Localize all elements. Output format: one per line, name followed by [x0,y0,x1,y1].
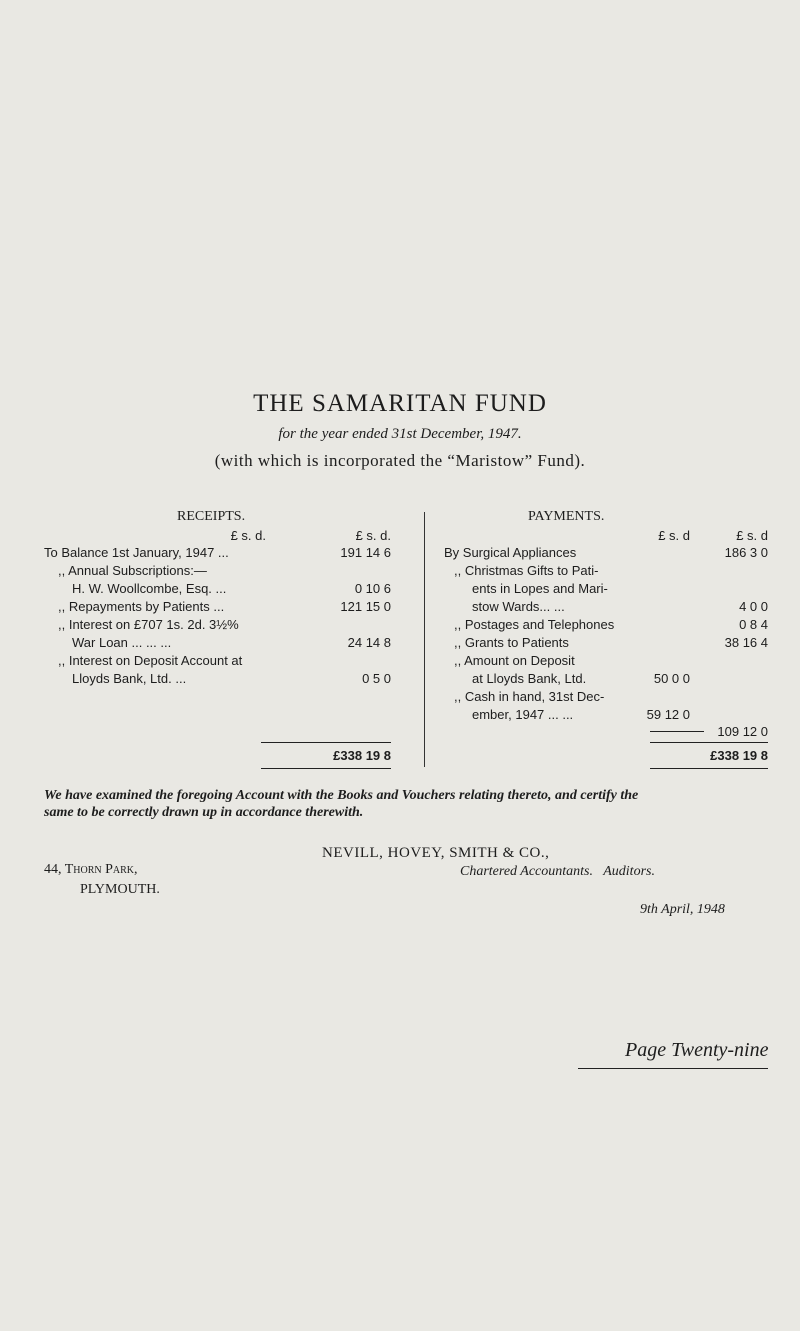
receipt-line: ,, Interest on £707 1s. 2d. 3½% [58,617,239,632]
receipt-amount: 24 14 8 [347,635,391,650]
column-divider [424,512,425,767]
receipts-total-rule-bottom [261,768,391,769]
receipt-line: ,, Repayments by Patients ... [58,599,225,614]
payments-total-rule-bottom [650,768,768,769]
receipts-title: RECEIPTS. [177,509,246,524]
receipt-line: ,, Interest on Deposit Account at [58,653,243,668]
receipt-line: ,, Annual Subscriptions:— [58,563,207,578]
payments-inner-col-header: £ s. d [658,528,690,543]
receipt-amount: 121 15 0 [340,599,391,614]
payment-amount: 38 16 4 [724,635,768,650]
receipt-line: War Loan ... ... ... [72,635,172,650]
document-note: (with which is incorporated the “Maristow” Fund). [214,451,586,470]
receipt-line: H. W. Woollcombe, Esq. ... [72,581,227,596]
payments-total: £338 19 8 [710,748,768,763]
payments-total-rule-top [650,742,768,743]
payment-amount: 0 8 4 [739,617,768,632]
receipt-amount: 0 10 6 [354,581,391,596]
footer-rule [578,1068,768,1069]
receipt-line: To Balance 1st January, 1947 ... [44,545,229,560]
auditor-role: Chartered Accountants. Auditors. [460,864,655,879]
document-subtitle: for the year ended 31st December, 1947. [278,426,522,442]
receipts-total-rule-top [261,742,391,743]
receipt-line: Lloyds Bank, Ltd. ... [72,671,187,686]
receipts-outer-col-header: £ s. d. [355,528,391,543]
payment-line: ,, Postages and Telephones [454,617,615,632]
page-number: Page Twenty-nine [625,1039,769,1061]
payments-subtotal-rule [650,731,704,732]
receipts-total: £338 19 8 [333,748,391,763]
document-title: THE SAMARITAN FUND [253,390,547,417]
signature-date: 9th April, 1948 [640,902,725,917]
payment-line: ember, 1947 ... ... [472,707,574,722]
payment-inner-amount: 50 0 0 [653,671,690,686]
payment-line: ,, Christmas Gifts to Pati- [454,563,599,578]
payment-amount: 4 0 0 [739,599,768,614]
payment-line: ,, Amount on Deposit [454,653,575,668]
auditor-firm: NEVILL, HOVEY, SMITH & CO., [322,845,550,861]
payment-line: ,, Grants to Patients [454,635,569,650]
payment-line: at Lloyds Bank, Ltd. [472,671,587,686]
address-line-1: 44, Thorn Park, [44,862,138,877]
payment-amount: 186 3 0 [724,545,768,560]
certificate-line-1: We have examined the foregoing Account with the Books and Vouchers relating thereto, and certify the [44,788,639,803]
payments-title: PAYMENTS. [528,509,605,524]
payment-line: stow Wards... ... [472,599,565,614]
payment-line: By Surgical Appliances [444,545,577,560]
receipt-amount: 0 5 0 [362,671,391,686]
payment-line: ents in Lopes and Mari- [472,581,608,596]
payment-inner-amount: 59 12 0 [646,707,690,722]
payment-line: ,, Cash in hand, 31st Dec- [454,689,605,704]
receipts-inner-col-header: £ s. d. [230,528,266,543]
receipt-amount: 191 14 6 [340,545,391,560]
payments-subtotal: 109 12 0 [717,724,768,739]
payments-outer-col-header: £ s. d [736,528,768,543]
address-line-2: PLYMOUTH. [80,882,160,897]
certificate-line-2: same to be correctly drawn up in accordance therewith. [44,805,364,820]
